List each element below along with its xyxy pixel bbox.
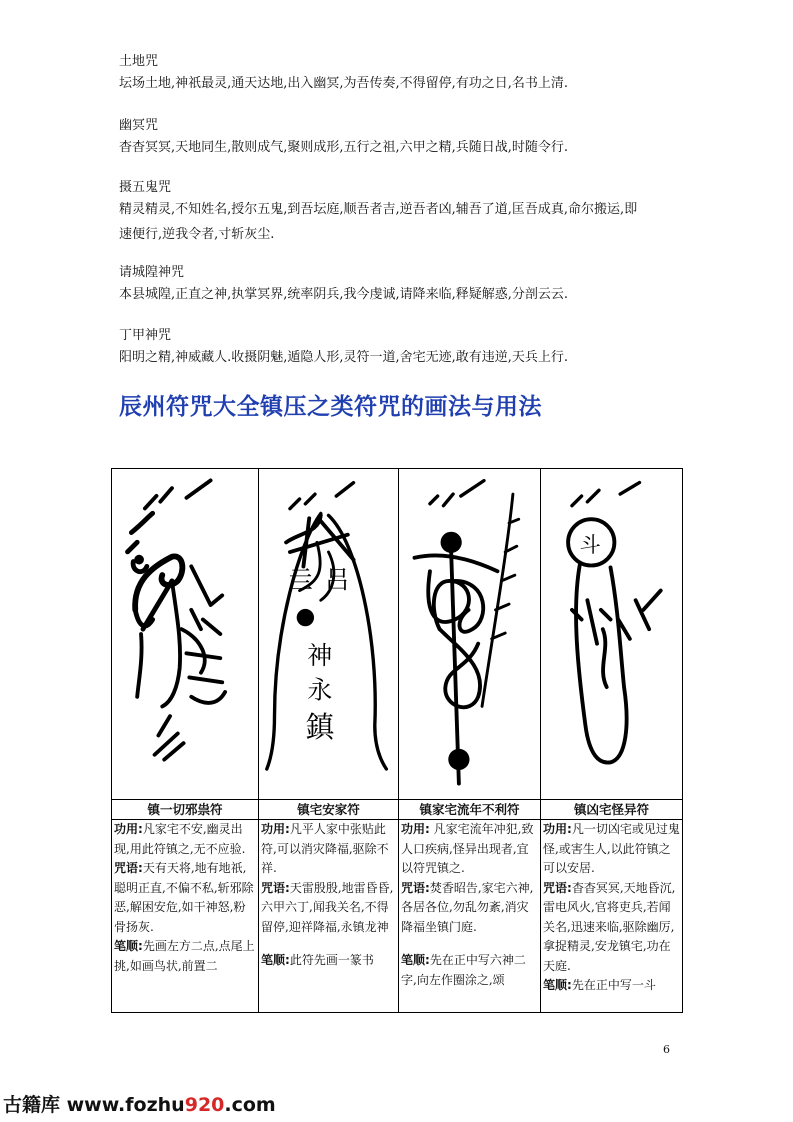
talisman-glyph-2	[261, 469, 396, 799]
field-text: 天雷殷殷,地雷昏昏,六甲六丁,闻我关名,不得留停,迎祥降福,永镇龙神	[261, 880, 394, 934]
talisman-name: 镇宅安家符	[259, 800, 399, 820]
desc-function	[114, 820, 256, 859]
footer-suffix: .com	[224, 1094, 276, 1116]
field-label: 咒语:	[401, 880, 430, 895]
desc-function	[261, 820, 396, 879]
field-text: 凡家宅不安,幽灵出现,用此符镇之,无不应验.	[114, 822, 246, 856]
footer-watermark	[3, 1090, 276, 1117]
section-heading: 辰州符咒大全镇压之类符咒的画法与用法	[119, 394, 542, 420]
field-label: 咒语:	[543, 880, 572, 895]
mantra-title: 幽冥咒	[119, 118, 159, 133]
talisman-image-cell	[259, 469, 399, 800]
mantra-section-4	[119, 326, 679, 370]
mantra-section-2	[119, 178, 679, 247]
field-label: 功用:	[543, 822, 572, 836]
desc-stroke-order	[543, 976, 680, 996]
desc-stroke-order	[261, 951, 396, 971]
field-text: 先画左方二点,点尾上挑,如画鸟状,前置二	[114, 939, 255, 973]
field-label: 笔顺:	[114, 939, 143, 953]
field-text: 焚香昭告,家宅六神,各居各位,勿乱勿紊,消灾降福坐镇门庭.	[401, 880, 534, 934]
glyph-char: 永	[307, 675, 333, 705]
field-text: 先在正中写一斗	[571, 978, 656, 992]
talisman-name: 镇家宅流年不利符	[399, 800, 541, 820]
mantra-text: 杳杳冥冥,天地同生,散则成气,聚则成形,五行之祖,六甲之精,兵随日战,时随令行.	[119, 140, 569, 155]
desc-incantation	[114, 859, 256, 937]
talisman-desc-cell	[541, 820, 683, 1013]
field-label: 咒语:	[261, 880, 290, 895]
desc-incantation	[261, 879, 396, 938]
field-label: 笔顺:	[261, 953, 290, 967]
field-label: 咒语:	[114, 861, 143, 875]
field-text: 天有天将,地有地祇,聪明正直,不偏不私,斩邪除恶,解困安危,如干神怒,粉骨扬灰.	[114, 861, 254, 934]
desc-function	[543, 820, 680, 879]
field-label: 笔顺:	[543, 978, 572, 992]
mantra-title: 请城隍神咒	[119, 265, 185, 280]
talisman-image-cell	[112, 469, 259, 800]
field-text: 先在正中写六神二字,向左作圈涂之,颂	[401, 953, 526, 987]
mantra-section-1	[119, 116, 679, 160]
talisman-name: 镇凶宅怪异符	[541, 800, 683, 820]
talisman-image-cell	[399, 469, 541, 800]
talisman-glyph-1	[114, 469, 256, 799]
talisman-image-cell	[541, 469, 683, 800]
field-label: 功用:	[261, 822, 290, 836]
mantra-text: 阳明之精,神威藏人.收摄阴魅,遁隐人形,灵符一道,舍宅无迹,敢有违逆,天兵上行.	[119, 350, 569, 365]
field-text: 凡一切凶宅或见过鬼怪,或害生人,以此符镇之可以安居.	[543, 822, 680, 875]
talisman-desc-row	[112, 820, 683, 1013]
field-label: 功用:	[114, 822, 143, 836]
field-text: 此符先画一篆书	[289, 953, 374, 967]
talisman-glyph-4	[543, 469, 680, 799]
glyph-char: 鎮	[305, 710, 335, 745]
page-number: 6	[663, 1043, 670, 1056]
talisman-desc-cell	[259, 820, 399, 1013]
glyph-char: 吕	[324, 565, 350, 595]
desc-stroke-order	[401, 951, 538, 990]
glyph-char: 斗	[579, 532, 601, 558]
mantra-text: 本县城隍,正直之神,执掌冥界,统率阴兵,我今虔诚,请降来临,释疑解惑,分剖云云.	[119, 287, 569, 302]
field-text: 凡平人家中张贴此符,可以消灾降福,驱除不祥.	[261, 822, 389, 875]
talisman-name-row	[112, 800, 683, 820]
glyph-char: 亖	[288, 565, 314, 595]
footer-prefix: 古籍库 www.fozhu	[3, 1094, 185, 1116]
mantra-section-0	[119, 52, 679, 96]
field-label: 功用:	[401, 822, 430, 836]
talisman-glyph-3	[401, 469, 538, 799]
mantra-title: 摄五鬼咒	[119, 180, 172, 195]
talisman-table	[111, 468, 683, 1013]
desc-incantation	[543, 879, 680, 977]
mantra-section-3	[119, 263, 679, 307]
field-text: 凡家宅流年冲犯,致人口疾病,怪异出现者,宜以符咒镇之.	[401, 822, 534, 875]
mantra-text: 速便行,逆我令者,寸斩灰尘.	[119, 227, 275, 242]
glyph-char: 神	[307, 640, 333, 670]
desc-incantation	[401, 879, 538, 938]
talisman-name: 镇一切邪祟符	[112, 800, 259, 820]
mantra-text: 坛场土地,神祇最灵,通天达地,出入幽冥,为吾传奏,不得留停,有功之日,名书上清.	[119, 76, 569, 91]
desc-function	[401, 820, 538, 879]
desc-stroke-order	[114, 937, 256, 976]
footer-highlight: 920	[184, 1094, 225, 1116]
talisman-desc-cell	[112, 820, 259, 1013]
field-text: 杳杳冥冥,天地昏沉,雷电风火,官将吏兵,若闻关名,迅速来临,驱除幽厉,拿捉精灵,安龙镇宅,功在天庭.	[543, 880, 676, 973]
field-label: 笔顺:	[401, 953, 430, 967]
mantra-title: 丁甲神咒	[119, 328, 172, 343]
mantra-title: 土地咒	[119, 54, 159, 69]
talisman-image-row	[112, 469, 683, 800]
mantra-text: 精灵精灵,不知姓名,授尔五鬼,到吾坛庭,顺吾者吉,逆吾者凶,辅吾了道,匡吾成真,命尔搬运,即	[119, 202, 638, 217]
talisman-desc-cell	[399, 820, 541, 1013]
